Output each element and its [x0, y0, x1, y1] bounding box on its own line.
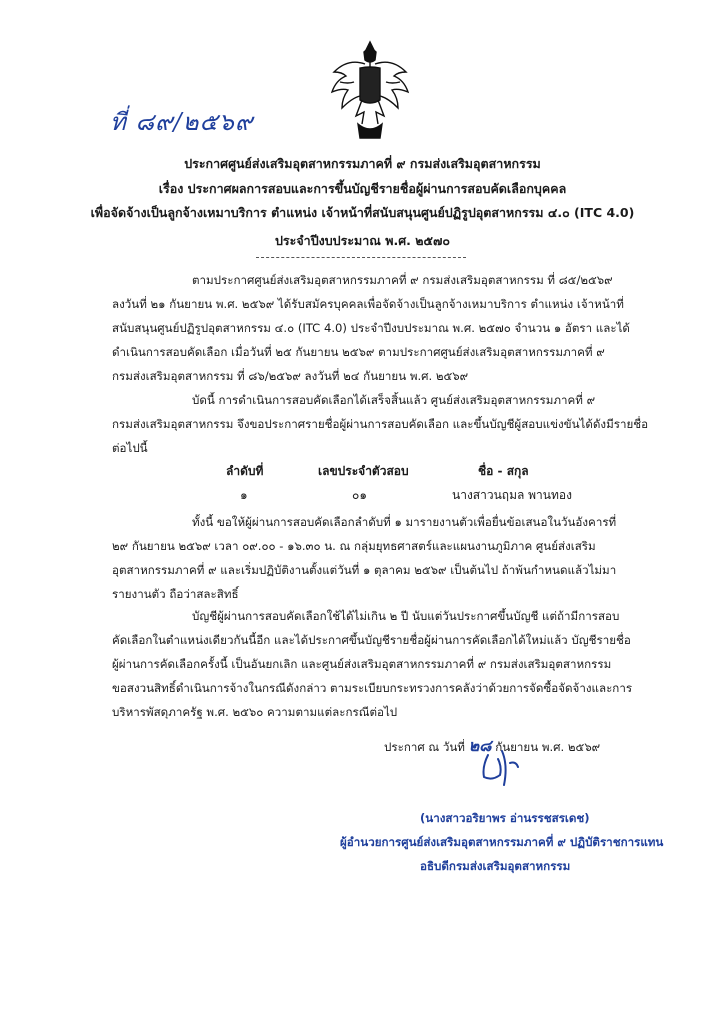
paragraph-line: กรมส่งเสริมอุตสาหกรรม จึงขอประกาศรายชื่อผู้ผ่านการสอบคัดเลือก และขึ้นบัญชีผู้สอบแข่งขันได้ดังมีรายชื่อ	[112, 417, 649, 431]
paragraph-line: สนับสนุนศูนย์ปฏิรูปอุตสาหกรรม ๔.๐ (ITC 4.0) ประจำปีงบประมาณ พ.ศ. ๒๕๗๐ จำนวน ๑ อัตรา และได้	[112, 321, 630, 335]
table-cell-rank: ๑	[240, 488, 248, 502]
document-number: ที่ ๘๙/๒๕๖๙	[110, 108, 254, 136]
paragraph-line: ดำเนินการสอบคัดเลือก เมื่อวันที่ ๒๕ กันยายน ๒๕๖๙ ตามประกาศศูนย์ส่งเสริมอุตสาหกรรมภาคที่ ๙	[112, 345, 605, 359]
heading-divider	[256, 257, 466, 258]
paragraph-line: คัดเลือกในตำแหน่งเดียวกันนี้อีก และได้ประกาศขึ้นบัญชีรายชื่อผู้ผ่านการคัดเลือกได้ใหม่แล้ว บัญชีรายชื่อ	[112, 633, 631, 647]
signature-icon	[470, 745, 540, 795]
paragraph-line: ขอสงวนสิทธิ์ดำเนินการจ้างในกรณีดังกล่าว ตามระเบียบกระทรวงการคลังว่าด้วยการจัดซื้อจัดจ้างและการ	[112, 681, 633, 695]
table-cell-name: นางสาวนฤมล พานทอง	[452, 488, 572, 502]
announcement-prefix: ประกาศ ณ วันที่	[384, 740, 465, 754]
table-header-exam-id: เลขประจำตัวสอบ	[318, 464, 409, 478]
paragraph-line: ทั้งนี้ ขอให้ผู้ผ่านการสอบคัดเลือกลำดับที่ ๑ มารายงานตัวเพื่อยื่นข้อเสนอในวันอังคารที่	[192, 515, 617, 529]
garuda-emblem-icon	[328, 38, 412, 142]
announcement-suffix: กันยายน พ.ศ. ๒๕๖๙	[495, 740, 601, 754]
paragraph-line: ลงวันที่ ๒๑ กันยายน พ.ศ. ๒๕๖๙ ได้รับสมัครบุคคลเพื่อจัดจ้างเป็นลูกจ้างเหมาบริการ ตำแหน่ง เจ้าหน้าที่	[112, 297, 624, 311]
heading-subject: เรื่อง ประกาศผลการสอบและการขึ้นบัญชีรายชื่อผู้ผ่านการสอบคัดเลือกบุคคล	[158, 181, 567, 196]
table-header-rank: ลำดับที่	[226, 464, 264, 478]
announcement-day: ๒๘	[468, 736, 492, 755]
paragraph-line: ตามประกาศศูนย์ส่งเสริมอุตสาหกรรมภาคที่ ๙ กรมส่งเสริมอุตสาหกรรม ที่ ๘๕/๒๕๖๙	[192, 273, 613, 287]
heading-issuer: ประกาศศูนย์ส่งเสริมอุตสาหกรรมภาคที่ ๙ กรมส่งเสริมอุตสาหกรรม	[184, 156, 541, 171]
paragraph-line: ๒๙ กันยายน ๒๕๖๙ เวลา ๐๙.๐๐ - ๑๖.๓๐ น. ณ กลุ่มยุทธศาสตร์และแผนงานภูมิภาค ศูนย์ส่งเสริม	[112, 539, 596, 553]
paragraph-line: รายงานตัว ถือว่าสละสิทธิ์	[112, 587, 239, 601]
table-cell-exam-id: ๐๑	[352, 488, 367, 502]
paragraph-line: ผู้ผ่านการคัดเลือกครั้งนี้ เป็นอันยกเลิก และศูนย์ส่งเสริมอุตสาหกรรมภาคที่ ๙ กรมส่งเสริมอุตสาหกรรม	[112, 657, 612, 671]
paragraph-line: บัญชีผู้ผ่านการสอบคัดเลือกใช้ได้ไม่เกิน ๒ ปี นับแต่วันประกาศขึ้นบัญชี แต่ถ้ามีการสอบ	[192, 609, 620, 623]
signer-position: ผู้อำนวยการศูนย์ส่งเสริมอุตสาหกรรมภาคที่ ๙ ปฏิบัติราชการแทน	[340, 835, 664, 849]
paragraph-line: บริหารพัสดุภาครัฐ พ.ศ. ๒๕๖๐ ความตามแต่ละกรณีต่อไป	[112, 705, 398, 719]
paragraph-line: กรมส่งเสริมอุตสาหกรรม ที่ ๘๖/๒๕๖๙ ลงวันที่ ๒๔ กันยายน พ.ศ. ๒๕๖๙	[112, 369, 469, 383]
heading-fiscal-year: ประจำปีงบประมาณ พ.ศ. ๒๕๗๐	[275, 233, 450, 248]
signer-name: (นางสาวอริยาพร อ่านรรชสรเดช)	[420, 811, 590, 825]
paragraph-line: อุตสาหกรรมภาคที่ ๙ และเริ่มปฏิบัติงานตั้งแต่วันที่ ๑ ตุลาคม ๒๕๖๙ เป็นต้นไป ถ้าพ้นกำหนดแล้วไม่มา	[112, 563, 617, 577]
paragraph-line: ต่อไปนี้	[112, 441, 148, 455]
signer-position-agency: อธิบดีกรมส่งเสริมอุตสาหกรรม	[420, 859, 571, 873]
heading-subject-detail: เพื่อจัดจ้างเป็นลูกจ้างเหมาบริการ ตำแหน่ง เจ้าหน้าที่สนับสนุนศูนย์ปฏิรูปอุตสาหกรรม ๔.๐ (ITC 4.0)	[90, 205, 635, 220]
table-header-name: ชื่อ - สกุล	[478, 464, 529, 478]
paragraph-line: บัดนี้ การดำเนินการสอบคัดเลือกได้เสร็จสิ้นแล้ว ศูนย์ส่งเสริมอุตสาหกรรมภาคที่ ๙	[192, 393, 596, 407]
